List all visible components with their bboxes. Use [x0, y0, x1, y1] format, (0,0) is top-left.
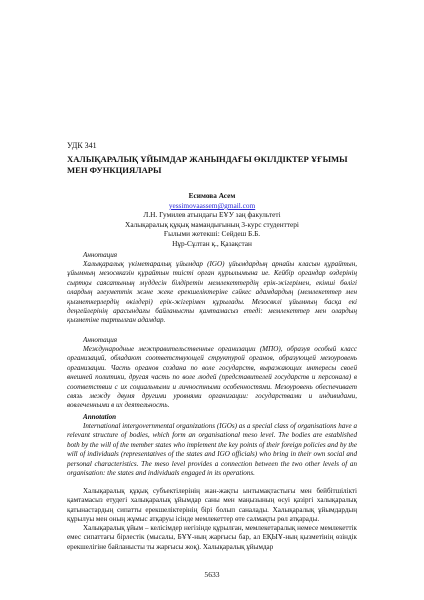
annotation-ru-heading: Аннотация	[83, 336, 118, 344]
page-number: 5633	[204, 570, 220, 579]
annotation-en-text: International intergovernmental organizations (IGOs) as a special class of organisations have a relevant structure of bodies, which form an organisational meso level. The bodies are established both by the will of the member states who implement the key points of their foreign policies and by the will of individuals (representatives of the states and IGO officials) who bring in their own social and personal characteristics. The meso level provides a connection between the two other levels of an organisation: the states and individuals engaged in its operations.	[67, 422, 357, 478]
annotation-ru-text: Международные межправительственные организации (МПО), образуя особый класс организаций, обладают соответствующей структурой органов, образующей мезоуровень организации. Часть органов создана по воле государств, выражающих интересы своей внешней политики, другая часть по воле людей (представителей государств и персонала) в соответствии с их социальными и личностными особенностями. Мезоуровень обеспечивает связь между двумя другими уровнями организации: государствами и индивидами, вовлеченными в их деятельность.	[67, 345, 357, 410]
body-paragraph: Халықаралық құқық субъектілерінің жан-жақты ынтымақтастығы мен бейбітшілікті қамтамасыз етудегі халықаралық ұйымдар саны мен маңызының өсуі қазіргі халықаралық қатынастардың сипатты ерекшеліктерінің бірі болып саналады. Халықаралық ұйымдардың құрылуы мен оның жұмыс атқаруы ісінде мемлекеттер өте салмақты рөл атқарады.	[67, 487, 357, 524]
affiliation-block	[67, 210, 357, 248]
affiliation-line: Л.Н. Гумилев атындағы ЕҰУ заң факультеті	[143, 210, 281, 219]
affiliation-line: Ғылыми жетекші: Сейдеш Б.Б.	[163, 229, 261, 239]
annotation-kk-heading: Аннотация	[83, 251, 118, 259]
annotation-kk-text: Халықаралық үкіметаралық ұйымдар (IGO) ұйымдардың арнайы класын құрайтын, ұйымның мезосвказін құрайтын тиісті орган құрылымына ие. Кейбір органдар өздерінің сыртқы саясатының мүддесін білдіретін мемлекеттердің ерік-жігерімен, екінші бөлігі олардың әлеуметтік және жеке ерекшеліктеріне сәйкес адамдардың (мемлекеттер мен қызметкерлердің өкілдері) ерік-жігерімен құрылады. Мезосвклі ұйымның басқа екі деңгейлерінің арасындағы байланысты қамтамасыз етеді: мемлекеттер мен олардың қызметіне тартылған адамдар.	[67, 260, 357, 325]
paper-title: ХАЛЫҚАРАЛЫҚ ҰЙЫМДАР ЖАНЫНДАҒЫ ӨКІЛДІКТЕР ҰҒЫМЫ МЕН ФУНКЦИЯЛАРЫ	[67, 154, 348, 175]
body-paragraph: Халықаралық ұйым – келісімдер негізінде құрылған, мемлекетаралық немесе мемлекеттік емес сипаттағы бірлестік (мысалы, БҰҰ-ның жарғысы бар, ал ЕҚЫҰ-ның қызметінің өзіндік ерекшелігіне байланысты ты жарғысы жоқ). Халықаралық ұйымдар	[67, 524, 357, 551]
affiliation-line: Халықаралық құқық мамандығының 3-курс студенттері	[125, 219, 299, 229]
annotation-en-heading: Annotation	[83, 413, 117, 421]
author-email-link[interactable]: yessimovaassem@gmail.com	[168, 201, 256, 210]
affiliation-line: Нұр-Сұлтан қ., Қазақстан	[172, 238, 252, 248]
author-name: Есимова Асем	[188, 191, 236, 200]
udc-code: УДК 341	[67, 141, 97, 150]
